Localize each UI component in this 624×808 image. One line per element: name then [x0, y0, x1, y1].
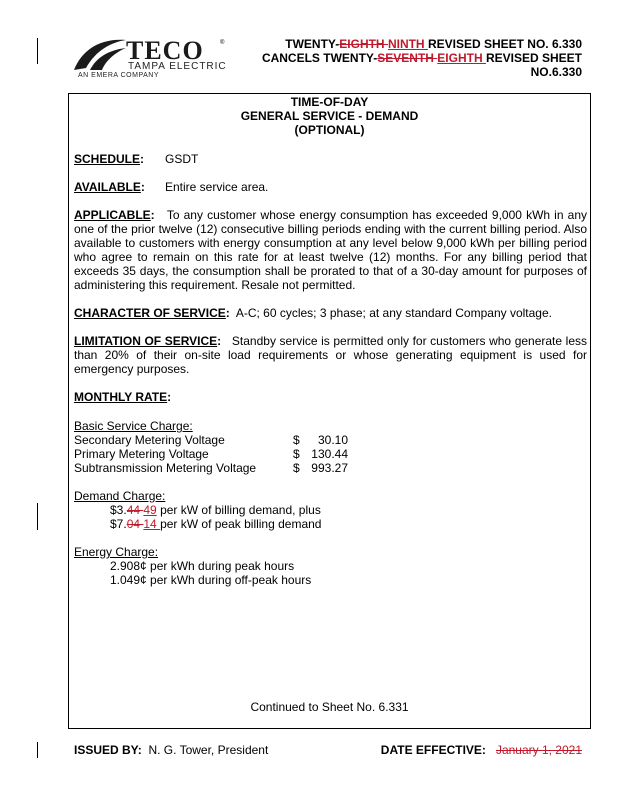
sheet-line1-prefix: TWENTY- [285, 37, 340, 51]
character-colon: : [225, 306, 230, 320]
change-bar-demand [37, 503, 38, 530]
applicable-label: APPLICABLE [74, 208, 151, 222]
schedule-label: SCHEDULE [74, 152, 141, 166]
rate-row-value: 30.10 [317, 433, 348, 447]
logo-tagline: AN EMERA COMPANY [78, 72, 159, 79]
rate-row-label: Primary Metering Voltage [74, 447, 209, 461]
applicable-paragraph [74, 208, 587, 292]
rate-row-label: Secondary Metering Voltage [74, 433, 225, 447]
rate-row-currency: $ [293, 447, 300, 461]
issued-by [74, 743, 268, 757]
monthly-rate-label: MONTHLY RATE [74, 390, 168, 404]
sheet-line1-inserted: NINTH [387, 37, 428, 51]
sheet-number-line [285, 37, 582, 51]
teco-logo [72, 34, 247, 82]
date-effective-value: January 1, 2021 [495, 743, 582, 757]
schedule-colon: : [140, 152, 145, 166]
title-line3: (OPTIONAL) [294, 123, 365, 137]
demand-line1-suffix: per kW of billing demand, plus [156, 503, 321, 517]
limitation-label: LIMITATION OF SERVICE [74, 334, 218, 348]
rate-row-value: 993.27 [311, 461, 348, 475]
limitation-paragraph [74, 334, 587, 376]
demand-line2-inserted: 14 [143, 517, 161, 531]
change-bar-header [37, 38, 38, 64]
sheet-line1-suffix: REVISED SHEET NO. 6.330 [427, 37, 582, 51]
sheet-line2-deleted: SEVENTH [377, 51, 438, 65]
character-of-service [74, 306, 587, 320]
demand-line2-suffix: per kW of peak billing demand [160, 517, 322, 531]
title-line1: TIME-OF-DAY [290, 95, 369, 109]
rate-row-currency: $ [293, 433, 300, 447]
change-bar-footer [37, 742, 38, 758]
title-line2: GENERAL SERVICE - DEMAND [240, 109, 419, 123]
rate-row-value: 130.44 [311, 447, 348, 461]
available-label: AVAILABLE [74, 180, 141, 194]
demand-charge-line2 [110, 517, 321, 531]
character-text: A-C; 60 cycles; 3 phase; at any standard Company voltage. [235, 306, 552, 320]
issued-by-label: ISSUED BY: [74, 743, 142, 757]
demand-charge-heading: Demand Charge: [74, 489, 166, 503]
cancels-sheet-line [262, 51, 582, 65]
schedule-value: GSDT [165, 152, 199, 166]
limitation-text: Standby service is permitted only for customers who generate less than 20% of their on-site load requirements or whose generating equipment is used for emergency purposes. [74, 334, 587, 376]
demand-line2-prefix: $7. [110, 517, 127, 531]
energy-charge-heading: Energy Charge: [74, 545, 159, 559]
demand-charge-line1 [110, 503, 321, 517]
monthly-rate-heading [74, 390, 587, 404]
rate-row-label: Subtransmission Metering Voltage [74, 461, 257, 475]
demand-line1-prefix: $3. [110, 503, 127, 517]
issued-by-value: N. G. Tower, President [148, 743, 269, 757]
date-effective-label: DATE EFFECTIVE: [380, 743, 486, 757]
basic-service-heading: Basic Service Charge: [74, 419, 193, 433]
available-row [74, 180, 587, 194]
demand-line1-inserted: 49 [143, 503, 157, 517]
sheet-line2-suffix: REVISED SHEET [485, 51, 582, 65]
demand-line2-deleted: 04 [126, 517, 144, 531]
applicable-text: To any customer whose energy consumption has exceeded 9,000 kWh in any one of the prior twelve (12) consecutive billing periods ending with the current billing period. Also available to customers with energy consumption at any level below 9,000 kWh per billing period who agree to remain on this rate for at least twelve (12) months. For any billing period that exceeds 35 days, the consumption shall be prorated to that of a 30-day amount for purposes of administering this requirement. Resale not permitted. [74, 208, 587, 292]
schedule-row [74, 152, 587, 166]
demand-line1-deleted: 44 [126, 503, 144, 517]
logo-wordmark: TECO [126, 36, 204, 65]
applicable-colon: : [150, 208, 155, 222]
monthly-rate-colon: : [167, 390, 172, 404]
energy-charge-line2: 1.049¢ per kWh during off-peak hours [110, 573, 312, 587]
limitation-colon: : [217, 334, 222, 348]
sheet-line2-inserted: EIGHTH [437, 51, 486, 65]
sheet-line1-deleted: EIGHTH [339, 37, 388, 51]
rate-row-currency: $ [293, 461, 300, 475]
date-effective [381, 743, 582, 757]
energy-charge-line1: 2.908¢ per kWh during peak hours [110, 559, 295, 573]
available-value: Entire service area. [165, 180, 269, 194]
sheet-number-suffix: NO.6.330 [530, 65, 582, 79]
sheet-line2-prefix: CANCELS TWENTY- [261, 51, 378, 65]
teco-swoosh-icon [72, 34, 128, 74]
available-colon: : [140, 180, 145, 194]
character-label: CHARACTER OF SERVICE [74, 306, 226, 320]
logo-subtitle: TAMPA ELECTRIC [128, 61, 227, 72]
continued-note: Continued to Sheet No. 6.331 [250, 700, 409, 714]
logo-registered-mark: ® [220, 40, 225, 46]
